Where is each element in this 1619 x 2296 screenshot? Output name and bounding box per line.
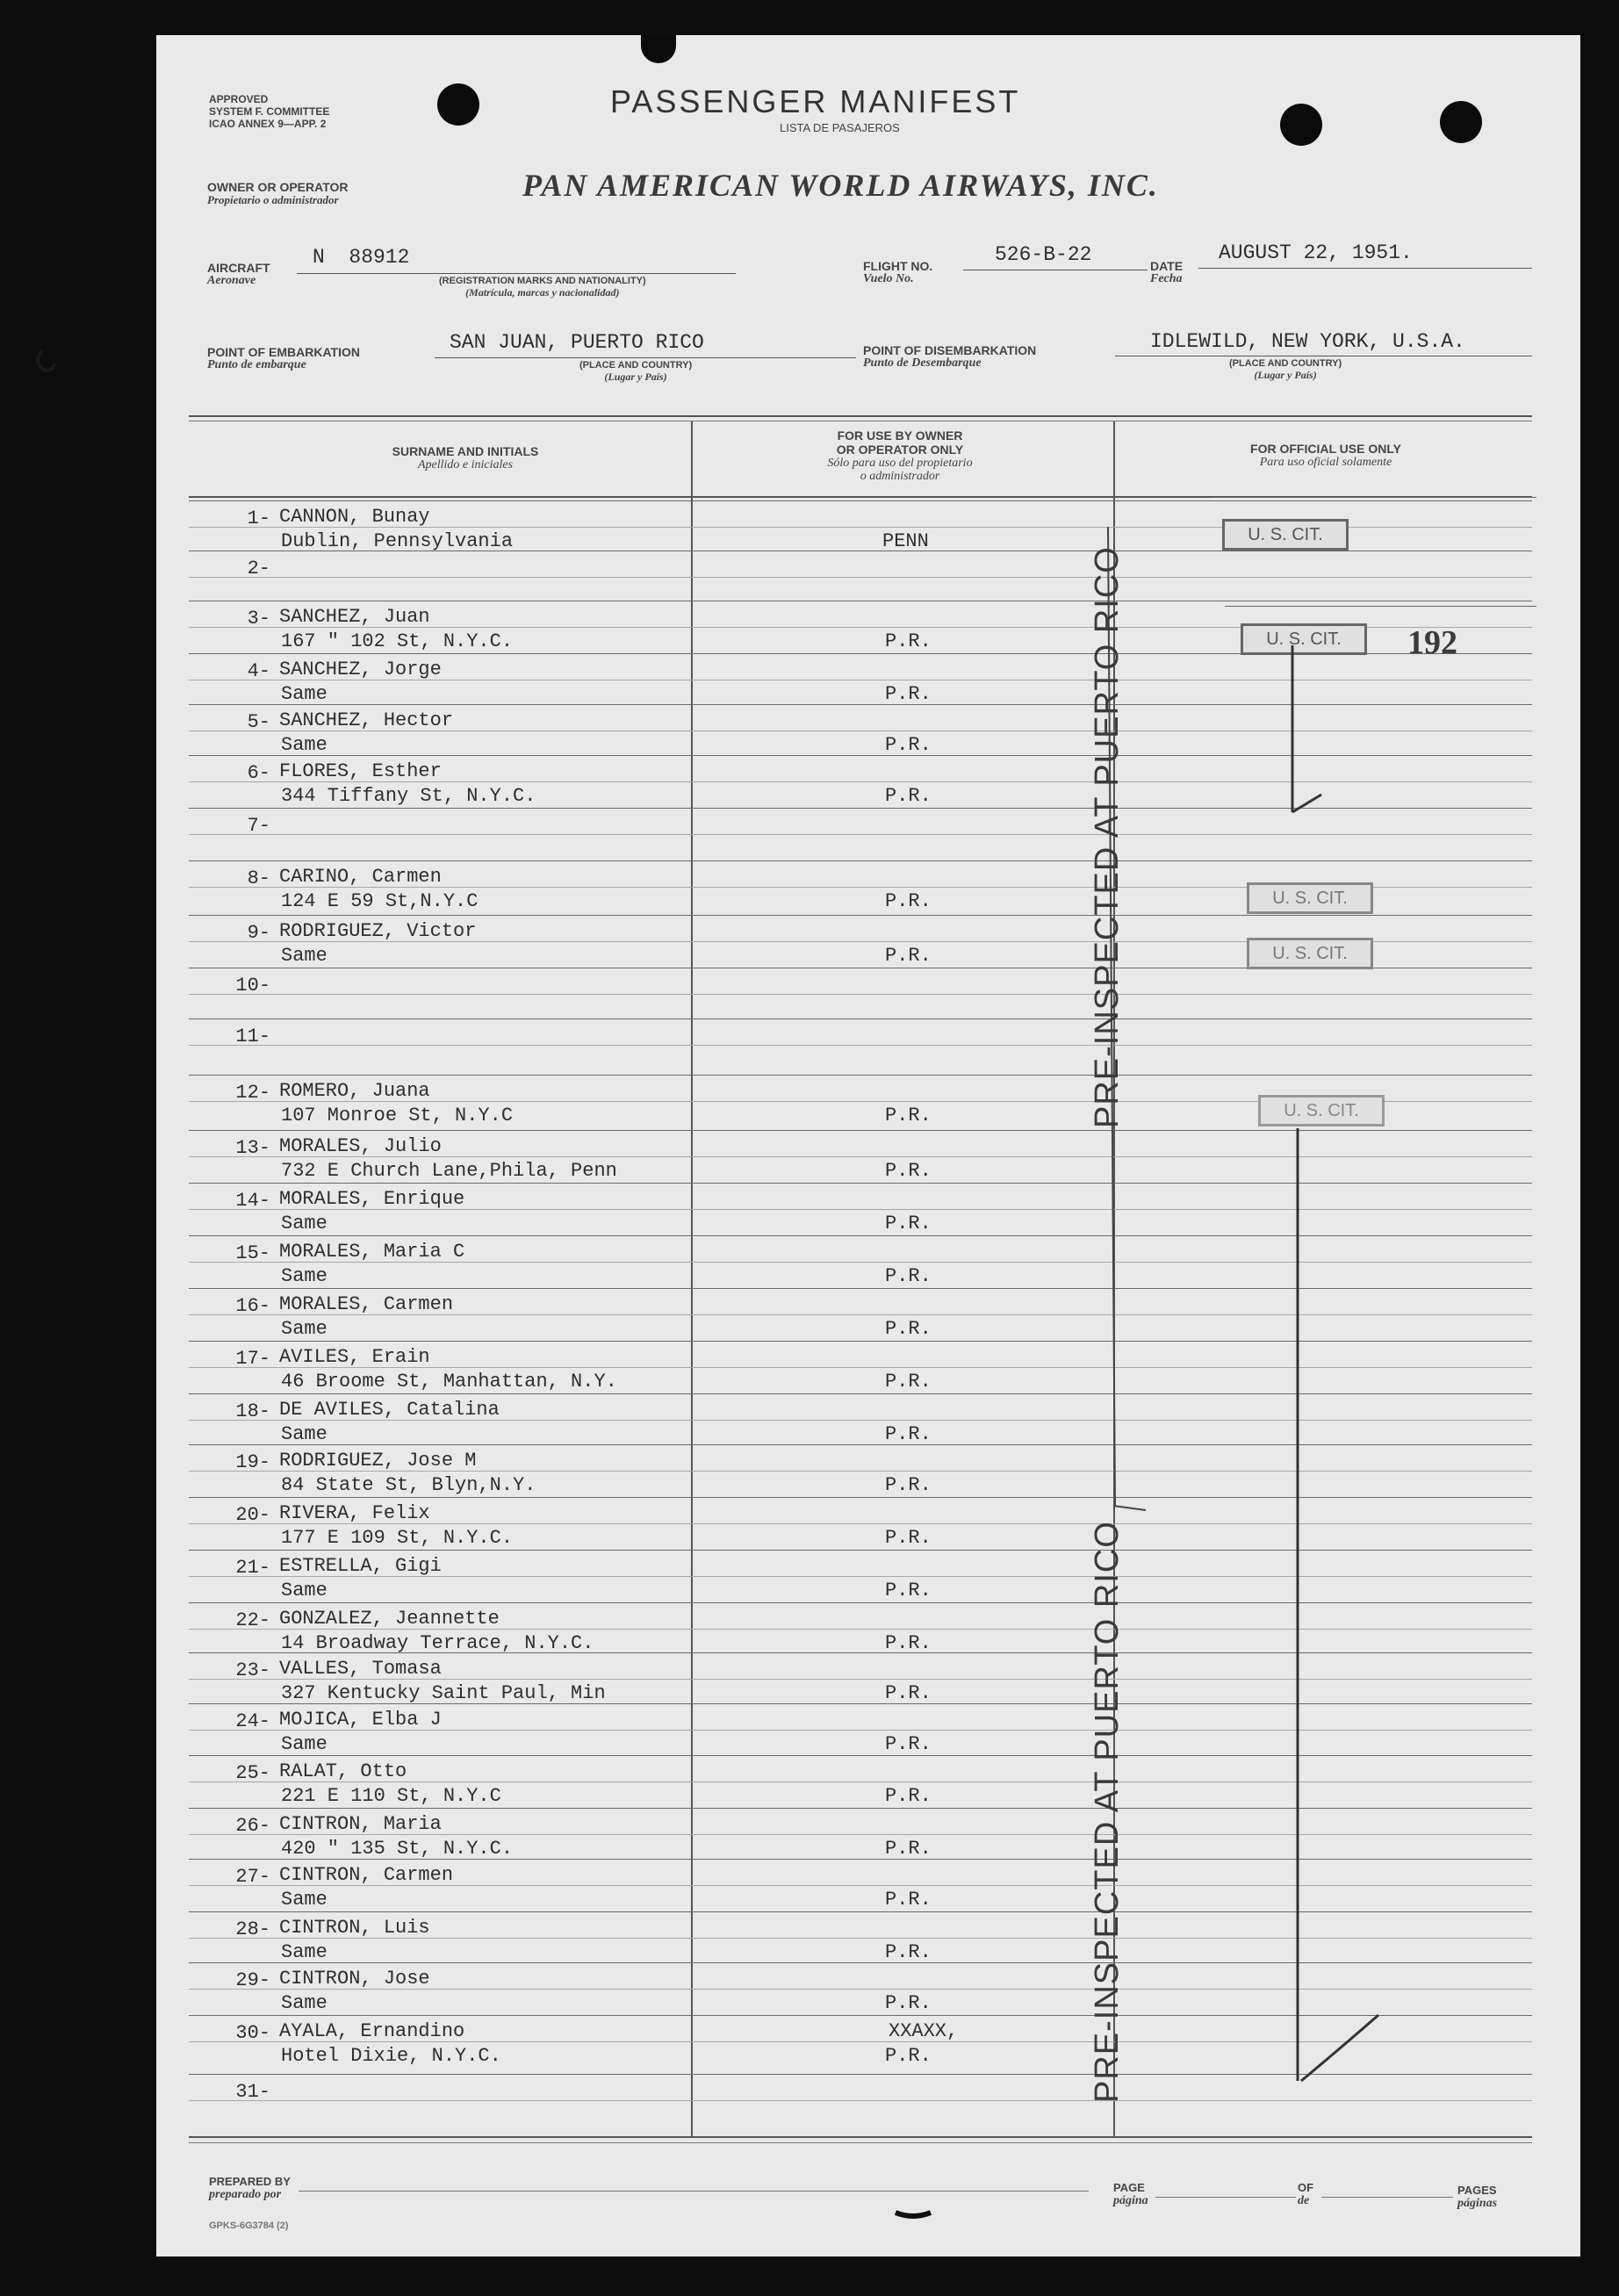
passenger-name: RIVERA, Felix [279, 1502, 430, 1524]
us-cit-stamp-1: U. S. CIT. [1222, 519, 1349, 551]
passenger-name: CINTRON, Jose [279, 1968, 430, 1990]
passenger-address: 84 State St, Blyn,N.Y. [281, 1474, 536, 1496]
us-cit-stamp-3: U. S. CIT. [1247, 882, 1373, 914]
passenger-name: SANCHEZ, Hector [279, 709, 454, 731]
passenger-name: CINTRON, Maria [279, 1813, 442, 1835]
owner-code: P.R. [885, 1474, 932, 1496]
passenger-address: 221 E 110 St, N.Y.C [281, 1785, 501, 1807]
row-number: 29- [235, 1969, 270, 1991]
owner-code: P.R. [885, 1682, 932, 1704]
passenger-name: MOJICA, Elba J [279, 1709, 442, 1731]
passenger-address: 107 Monroe St, N.Y.C [281, 1105, 514, 1126]
owner-label: OWNER OR OPERATOR Propietario o administrador [207, 180, 349, 206]
passenger-address: Same [281, 1318, 327, 1340]
embark-place-note: (PLACE AND COUNTRY) (Lugar y País) [579, 360, 693, 383]
row-number: 23- [235, 1659, 270, 1681]
passenger-address: 124 E 59 St,N.Y.C [281, 890, 479, 912]
row-number: 5- [247, 711, 270, 733]
row-number: 21- [235, 1557, 270, 1579]
approval-line-2: SYSTEM F. COMMITTEE [209, 105, 330, 118]
row-number: 22- [235, 1609, 270, 1631]
owner-code: P.R. [885, 1838, 932, 1860]
passenger-address: Same [281, 1733, 327, 1755]
disembark-value: IDLEWILD, NEW YORK, U.S.A. [1150, 330, 1465, 353]
row-number: 30- [235, 2022, 270, 2044]
passenger-address: 420 " 135 St, N.Y.C. [281, 1838, 514, 1860]
passenger-name: CANNON, Bunay [279, 506, 430, 528]
passenger-name: ESTRELLA, Gigi [279, 1555, 442, 1577]
row-number: 18- [235, 1400, 270, 1422]
owner-code: P.R. [885, 945, 932, 967]
approval-line-1: APPROVED [209, 93, 269, 105]
document-title-es: LISTA DE PASAJEROS [780, 121, 900, 134]
aircraft-value: N 88912 [313, 246, 410, 269]
prepared-by: PREPARED BY preparado por [209, 2175, 291, 2201]
owner-code: P.R. [885, 890, 932, 912]
passenger-address: 14 Broadway Terrace, N.Y.C. [281, 1632, 594, 1654]
owner-code: P.R. [885, 2045, 932, 2067]
flight-label: FLIGHT NO. Vuelo No. [863, 259, 933, 285]
owner-code: P.R. [885, 1423, 932, 1445]
approval-line-3: ICAO ANNEX 9—APP. 2 [209, 118, 327, 130]
preinspected-stamp-lower: PRE-INSPECTED AT PUERTO RICO [1089, 1521, 1126, 2103]
passenger-name: MORALES, Enrique [279, 1188, 465, 1210]
owner-code: P.R. [885, 1527, 932, 1549]
passenger-name: AVILES, Erain [279, 1346, 430, 1368]
row-number: 9- [247, 922, 270, 944]
row-number: 15- [235, 1242, 270, 1264]
row-number: 13- [235, 1137, 270, 1159]
owner-code: P.R. [885, 1580, 932, 1601]
owner-code: P.R. [885, 1992, 932, 2014]
passenger-name: ROMERO, Juana [279, 1080, 430, 1102]
passenger-address: 177 E 109 St, N.Y.C. [281, 1527, 514, 1549]
registration-note: (REGISTRATION MARKS AND NATIONALITY) (Matrícula, marcas y nacionalidad) [439, 276, 646, 299]
us-cit-stamp-4: U. S. CIT. [1247, 938, 1373, 969]
row-number: 2- [247, 558, 270, 579]
date-value: AUGUST 22, 1951. [1219, 241, 1413, 264]
owner-code: P.R. [885, 1785, 932, 1807]
passenger-address: 732 E Church Lane,Phila, Penn [281, 1160, 617, 1182]
passenger-name: DE AVILES, Catalina [279, 1399, 500, 1421]
passenger-name: MORALES, Julio [279, 1135, 442, 1157]
us-cit-stamp-5: U. S. CIT. [1258, 1095, 1385, 1126]
passenger-name: SANCHEZ, Jorge [279, 659, 442, 680]
col1-header: SURNAME AND INITIALS Apellido e iniciales [392, 444, 539, 471]
passenger-address: 327 Kentucky Saint Paul, Min [281, 1682, 606, 1704]
row-number: 3- [247, 608, 270, 630]
passenger-name: SANCHEZ, Juan [279, 606, 430, 628]
owner-code: P.R. [885, 1105, 932, 1126]
passenger-address: Hotel Dixie, N.Y.C. [281, 2045, 501, 2067]
passenger-address: Same [281, 1265, 327, 1287]
passenger-address: Same [281, 734, 327, 756]
document-title: PASSENGER MANIFEST [610, 83, 1021, 119]
row-number: 31- [235, 2081, 270, 2103]
row-number: 26- [235, 1815, 270, 1837]
disembark-place-note: (PLACE AND COUNTRY) (Lugar y País) [1229, 358, 1342, 381]
passenger-address: Same [281, 683, 327, 705]
col2-header: FOR USE BY OWNER OR OPERATOR ONLY Sólo para uso del propietario o administrador [827, 428, 973, 483]
passenger-name: GONZALEZ, Jeannette [279, 1608, 500, 1630]
airline-name: PAN AMERICAN WORLD AIRWAYS, INC. [522, 168, 1159, 203]
passenger-name: CARINO, Carmen [279, 866, 442, 888]
row-number: 17- [235, 1348, 270, 1370]
row-number: 4- [247, 660, 270, 682]
passenger-name: AYALA, Ernandino [279, 2020, 465, 2042]
of-line [1321, 2197, 1453, 2198]
passenger-address: 167 " 102 St, N.Y.C. [281, 630, 514, 652]
passenger-name: RALAT, Otto [279, 1760, 407, 1782]
row-number: 10- [235, 975, 270, 997]
owner-code: P.R. [885, 1265, 932, 1287]
row-number: 28- [235, 1918, 270, 1940]
passenger-address: Same [281, 1992, 327, 2014]
owner-code: P.R. [885, 734, 932, 756]
passenger-address: Same [281, 1213, 327, 1234]
date-label: DATE Fecha [1150, 259, 1184, 285]
row-number: 19- [235, 1451, 270, 1473]
of-label: OF de [1298, 2181, 1314, 2207]
owner-code: P.R. [885, 1941, 932, 1963]
row-number: 6- [247, 762, 270, 784]
owner-code: P.R. [885, 630, 932, 652]
row-number: 24- [235, 1710, 270, 1732]
flight-value: 526-B-22 [995, 243, 1092, 266]
owner-code: P.R. [885, 785, 932, 807]
owner-code: P.R. [885, 1213, 932, 1234]
owner-code: PENN [882, 530, 929, 552]
row-number: 20- [235, 1504, 270, 1526]
form-code: GPKS-6G3784 (2) [209, 2220, 289, 2231]
row-number: 27- [235, 1866, 270, 1888]
owner-code: P.R. [885, 1371, 932, 1393]
passenger-address: Same [281, 1889, 327, 1911]
passenger-address: Same [281, 1580, 327, 1601]
owner-code: P.R. [885, 683, 932, 705]
page-label: PAGE página [1113, 2181, 1148, 2207]
row-number: 25- [235, 1762, 270, 1784]
row-number: 7- [247, 815, 270, 837]
passenger-address: 46 Broome St, Manhattan, N.Y. [281, 1371, 617, 1393]
owner-code: P.R. [885, 1160, 932, 1182]
row-number: 12- [235, 1082, 270, 1104]
passenger-name: FLORES, Esther [279, 760, 442, 782]
row-number: 16- [235, 1295, 270, 1317]
page-line [1155, 2197, 1296, 2198]
prepared-by-line [299, 2191, 1089, 2192]
aircraft-label: AIRCRAFT Aeronave [207, 261, 270, 287]
row-number: 11- [235, 1026, 270, 1047]
passenger-address: Same [281, 1941, 327, 1963]
embark-label: POINT OF EMBARKATION Punto de embarque [207, 345, 360, 371]
passenger-address: Dublin, Pennsylvania [281, 530, 514, 552]
passenger-name: CINTRON, Carmen [279, 1864, 454, 1886]
passenger-count-handwritten: 192 [1407, 624, 1457, 661]
us-cit-stamp-2: U. S. CIT. [1241, 623, 1367, 655]
disembark-label: POINT OF DISEMBARKATION Punto de Desembarque [863, 343, 1037, 370]
row-number: 8- [247, 867, 270, 889]
col3-header: FOR OFFICIAL USE ONLY Para uso oficial solamente [1250, 442, 1401, 469]
passenger-name: MORALES, Carmen [279, 1293, 454, 1315]
passenger-name: CINTRON, Luis [279, 1917, 430, 1939]
pages-label: PAGES páginas [1457, 2184, 1498, 2210]
passenger-address: Same [281, 945, 327, 967]
owner-code: P.R. [885, 1889, 932, 1911]
passenger-name: RODRIGUEZ, Victor [279, 920, 477, 942]
row-number: 1- [247, 507, 270, 529]
owner-code: P.R. [885, 1733, 932, 1755]
passenger-address: Same [281, 1423, 327, 1445]
passenger-name: RODRIGUEZ, Jose M [279, 1450, 477, 1472]
embark-value: SAN JUAN, PUERTO RICO [450, 331, 704, 354]
passenger-name: VALLES, Tomasa [279, 1658, 442, 1680]
row-number: 14- [235, 1190, 270, 1212]
passenger-name: MORALES, Maria C [279, 1241, 465, 1263]
owner-code-struck: XXAXX, [889, 2020, 959, 2042]
owner-code: P.R. [885, 1632, 932, 1654]
passenger-address: 344 Tiffany St, N.Y.C. [281, 785, 536, 807]
owner-code: P.R. [885, 1318, 932, 1340]
preinspected-stamp-upper: PRE-INSPECTED AT PUERTO RICO [1089, 546, 1126, 1128]
